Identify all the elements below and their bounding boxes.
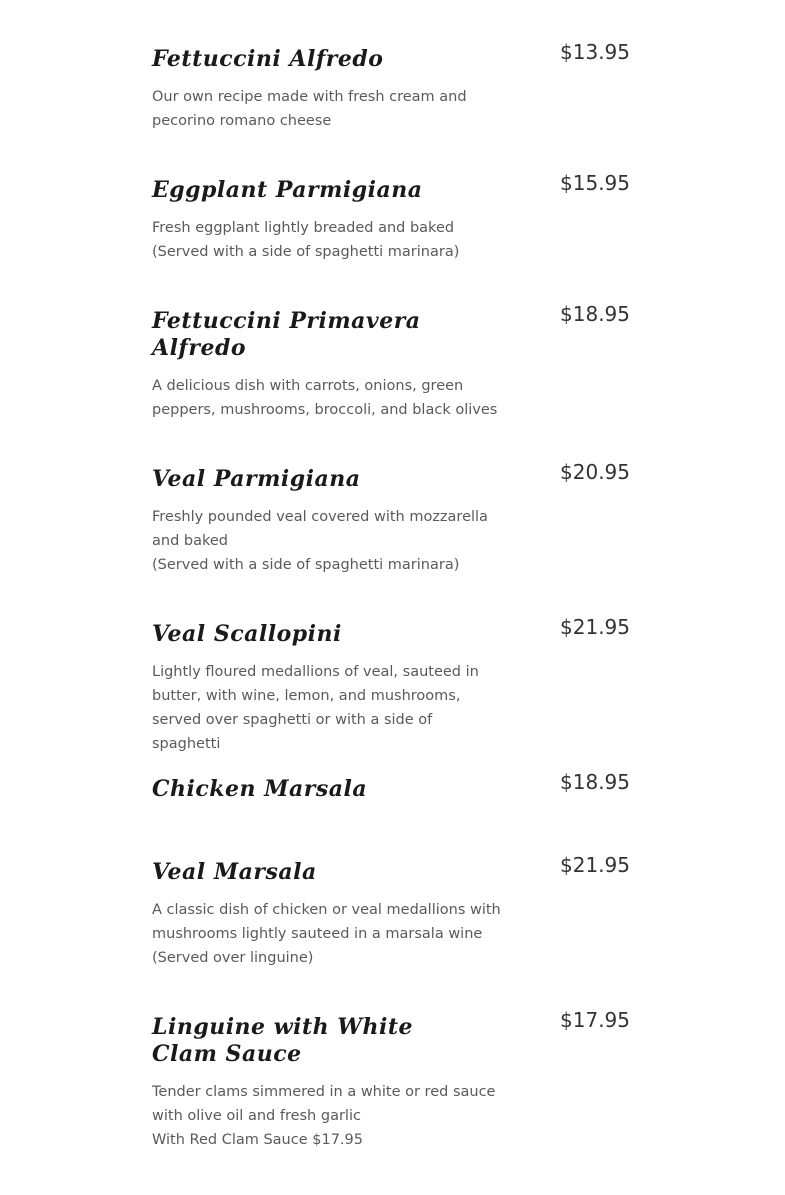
item-name: Linguine with White Clam Sauce — [152, 1014, 414, 1067]
item-price: $21.95 — [560, 853, 630, 877]
item-description: Our own recipe made with fresh cream and pecorino romano cheese — [152, 89, 467, 129]
item-price: $18.95 — [560, 770, 630, 794]
menu-item — [152, 171, 632, 264]
item-price: $17.95 — [560, 1008, 630, 1032]
item-name: Fettuccini Alfredo — [152, 46, 384, 72]
item-name: Eggplant Parmigiana — [152, 177, 423, 203]
item-price: $18.95 — [560, 302, 630, 326]
item-description: Tender clams simmered in a white or red sauce with olive oil and fresh garlic With Red Clam Sauce $17.95 — [152, 1084, 496, 1148]
item-name: Chicken Marsala — [152, 776, 368, 802]
item-description: Lightly floured medallions of veal, sauteed in butter, with wine, lemon, and mushrooms, served over spaghetti or with a side of spaghetti — [152, 664, 479, 752]
menu-item — [152, 853, 632, 970]
item-name: Veal Scallopini — [152, 621, 342, 647]
menu-item — [152, 302, 632, 422]
menu-item — [152, 460, 632, 577]
item-name: Fettuccini Primavera Alfredo — [152, 308, 421, 361]
item-description: Fresh eggplant lightly breaded and baked (Served with a side of spaghetti marinara) — [152, 220, 460, 260]
item-description: Freshly pounded veal covered with mozzarella and baked (Served with a side of spaghetti marinara) — [152, 509, 488, 573]
menu-item — [152, 615, 632, 756]
menu-item — [152, 40, 632, 133]
item-price: $13.95 — [560, 40, 630, 64]
item-price: $20.95 — [560, 460, 630, 484]
menu-item — [152, 1008, 632, 1152]
item-name: Veal Marsala — [152, 859, 317, 885]
item-price: $15.95 — [560, 171, 630, 195]
item-description: A classic dish of chicken or veal medallions with mushrooms lightly sauteed in a marsala wine (Served over linguine) — [152, 902, 501, 966]
menu-item — [152, 770, 632, 815]
item-description: A delicious dish with carrots, onions, green peppers, mushrooms, broccoli, and black olives — [152, 378, 498, 418]
item-name: Veal Parmigiana — [152, 466, 361, 492]
item-price: $21.95 — [560, 615, 630, 639]
